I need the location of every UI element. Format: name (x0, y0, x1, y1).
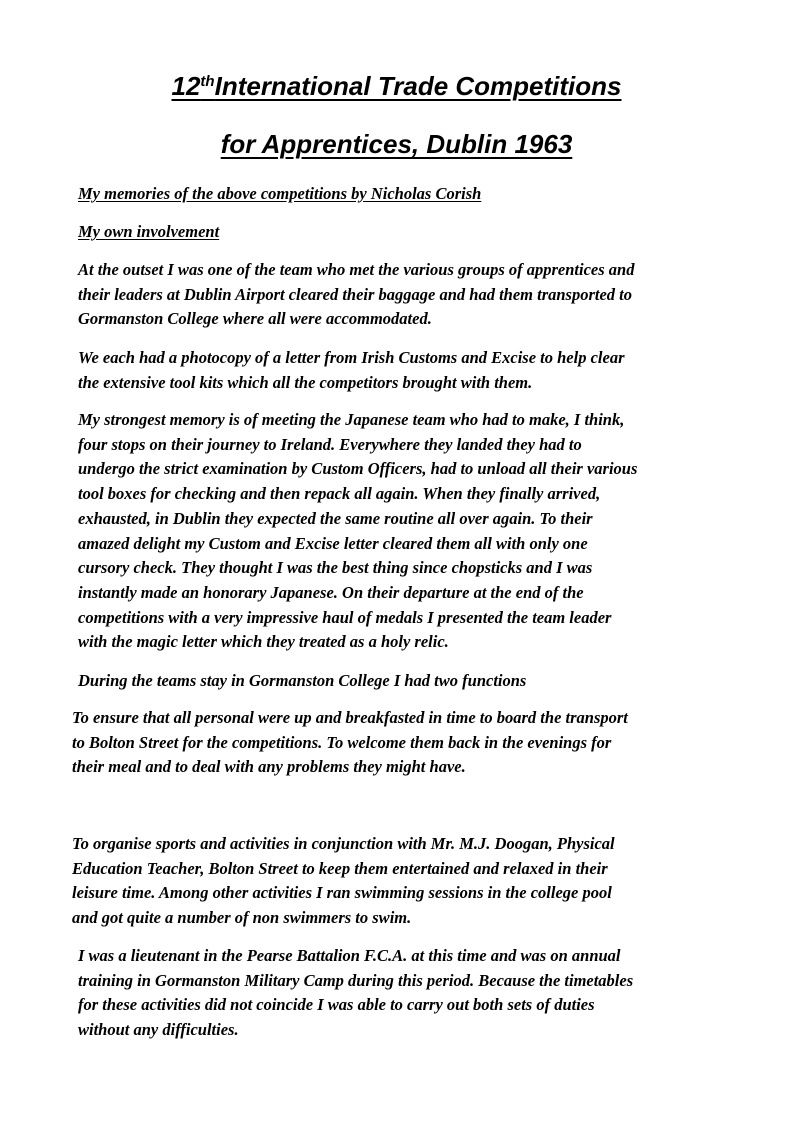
text-line: Education Teacher, Bolton Street to keep them entertained and relaxed in their (72, 858, 608, 878)
document-title-line-2: for Apprentices, Dublin 1963 (220, 129, 573, 159)
text-line: amazed delight my Custom and Excise letter cleared them all with only one (78, 533, 588, 553)
text-line: their meal and to deal with any problems they might have. (72, 757, 466, 777)
text-line: exhausted, in Dublin they expected the same routine all over again. To their (78, 508, 593, 528)
text-line: My strongest memory is of meeting the Japanese team who had to make, I think, (78, 410, 625, 429)
text-line: their leaders at Dublin Airport cleared their baggage and had them transported to (78, 284, 633, 304)
paragraph-japanese-team (78, 408, 637, 655)
involvement-heading: My own involvement (78, 222, 220, 241)
title-number: 12 (171, 71, 201, 101)
text-line: four stops on their journey to Ireland. Everywhere they landed they had to (78, 434, 582, 454)
text-line: tool boxes for checking and then repack all again. When they finally arrived, (78, 484, 601, 504)
memories-heading: My memories of the above competitions by Nicholas Corish (78, 184, 482, 203)
text-line: with the magic letter which they treated as a holy relic. (78, 632, 449, 652)
text-line: We each had a photocopy of a letter from Irish Customs and Excise to help clear (78, 348, 625, 367)
text-line: I was a lieutenant in the Pearse Battalion F.C.A. at this time and was on annual (78, 946, 621, 965)
text-line: undergo the strict examination by Custom Officers, had to unload all their various (78, 459, 638, 479)
paragraph-fca-training (78, 944, 633, 1043)
paragraph-function-one (72, 706, 628, 780)
text-line: leisure time. Among other activities I ran swimming sessions in the college pool (72, 883, 612, 903)
paragraph-function-two (72, 832, 615, 931)
title-ordinal-suffix: th (200, 73, 215, 90)
document-title-line-1 (0, 70, 793, 102)
text-line: To organise sports and activities in conjunction with Mr. M.J. Doogan, Physical (72, 834, 615, 853)
text-line: for these activities did not coincide I was able to carry out both sets of duties (78, 995, 595, 1015)
text-line: cursory check. They thought I was the best thing since chopsticks and I was (78, 558, 593, 578)
title-text: International Trade Competitions (214, 71, 622, 101)
text-line: without any difficulties. (78, 1020, 239, 1040)
text-line: instantly made an honorary Japanese. On their departure at the end of the (78, 582, 584, 602)
text-line: the extensive tool kits which all the competitors brought with them. (78, 372, 533, 392)
text-line: to Bolton Street for the competitions. To welcome them back in the evenings for (72, 732, 612, 752)
paragraph-airport (78, 258, 634, 332)
text-line: competitions with a very impressive haul of medals I presented the team leader (78, 607, 612, 627)
paragraph-customs-letter (78, 346, 625, 395)
text-line: At the outset I was one of the team who met the various groups of apprentices and (78, 260, 635, 279)
text-line: To ensure that all personal were up and breakfasted in time to board the transport (72, 708, 628, 727)
text-line: training in Gormanston Military Camp during this period. Because the timetables (78, 970, 634, 990)
text-line: and got quite a number of non swimmers to swim. (72, 908, 412, 928)
paragraph-two-functions (78, 669, 526, 694)
text-line: Gormanston College where all were accommodated. (78, 309, 432, 329)
text-line: During the teams stay in Gormanston College I had two functions (78, 671, 527, 690)
